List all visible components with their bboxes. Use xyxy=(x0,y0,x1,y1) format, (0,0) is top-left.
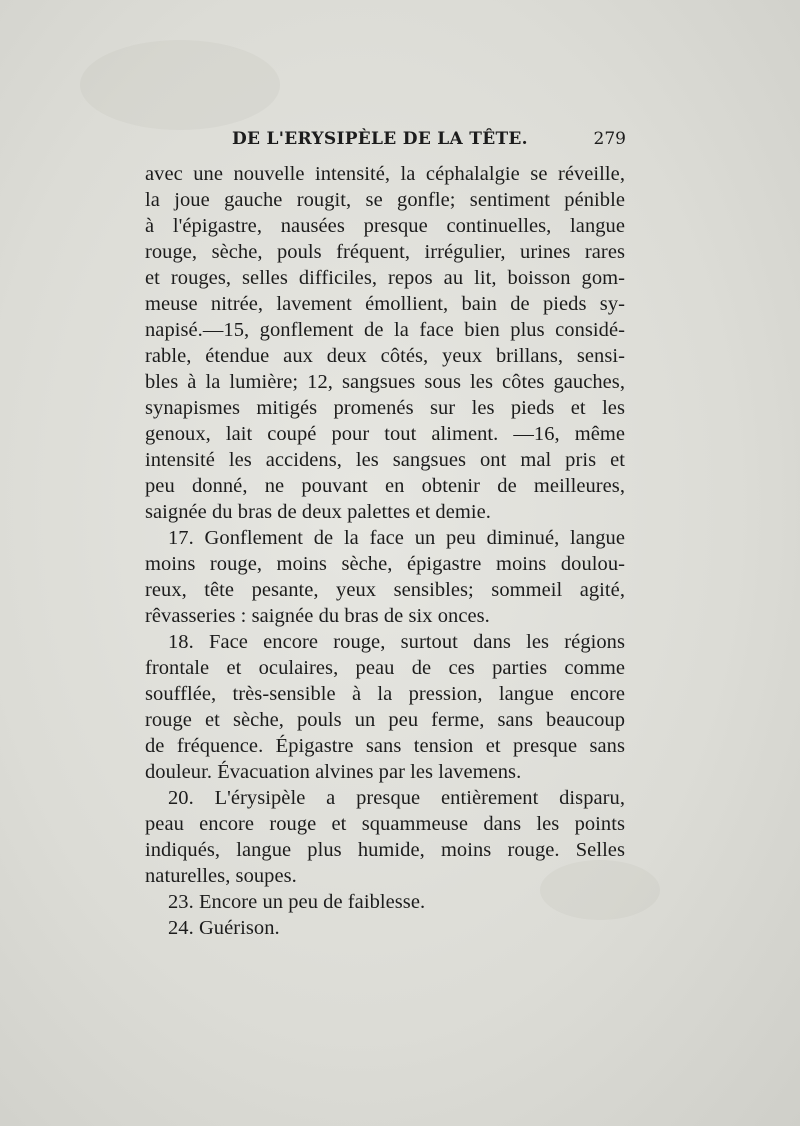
text-line: naturelles, soupes. xyxy=(145,865,297,887)
text-line: moins rouge, moins sèche, épigastre moins doulou- xyxy=(145,553,625,575)
page-number: 279 xyxy=(593,129,626,149)
text-line: napisé.—15, gonflement de la face bien plus considé- xyxy=(145,319,625,341)
running-head: DE L'ERYSIPÈLE DE LA TÊTE. xyxy=(232,129,528,149)
text-line: de fréquence. Épigastre sans tension et presque sans xyxy=(145,735,625,757)
text-line: soufflée, très-sensible à la pression, langue encore xyxy=(145,683,625,705)
text-line: intensité les accidens, les sangsues ont mal pris et xyxy=(145,449,625,471)
text-line: 17. Gonflement de la face un peu diminué, langue xyxy=(168,527,625,549)
text-line: frontale et oculaires, peau de ces parties comme xyxy=(145,657,625,679)
text-line: peu donné, ne pouvant en obtenir de meilleures, xyxy=(145,475,625,497)
text-line: 20. L'érysipèle a presque entièrement disparu, xyxy=(168,787,625,809)
text-line: reux, tête pesante, yeux sensibles; sommeil agité, xyxy=(145,579,625,601)
text-line: à l'épigastre, nausées presque continuelles, langue xyxy=(145,215,625,237)
text-line: peau encore rouge et squammeuse dans les points xyxy=(145,813,625,835)
text-line: genoux, lait coupé pour tout aliment. —16, même xyxy=(145,423,625,445)
text-line: indiqués, langue plus humide, moins rouge. Selles xyxy=(145,839,625,861)
text-line: meuse nitrée, lavement émollient, bain de pieds sy- xyxy=(145,293,625,315)
text-line: rouge, sèche, pouls fréquent, irrégulier, urines rares xyxy=(145,241,625,263)
text-line: bles à la lumière; 12, sangsues sous les côtes gauches, xyxy=(145,371,625,393)
text-line: et rouges, selles difficiles, repos au lit, boisson gom- xyxy=(145,267,625,289)
text-line: synapismes mitigés promenés sur les pieds et les xyxy=(145,397,625,419)
text-line: rêvasseries : saignée du bras de six onces. xyxy=(145,605,490,627)
text-line: 23. Encore un peu de faiblesse. xyxy=(168,891,426,913)
text-line: avec une nouvelle intensité, la céphalalgie se réveille, xyxy=(145,163,625,185)
text-line: saignée du bras de deux palettes et demie. xyxy=(145,501,491,523)
page-header xyxy=(232,127,626,157)
text-line: 18. Face encore rouge, surtout dans les régions xyxy=(168,631,625,653)
body-text xyxy=(145,161,625,941)
text-line: rouge et sèche, pouls un peu ferme, sans beaucoup xyxy=(145,709,625,731)
text-line: douleur. Évacuation alvines par les lavemens. xyxy=(145,761,522,783)
paper-stain xyxy=(80,40,280,130)
text-line: 24. Guérison. xyxy=(168,917,280,939)
text-line: rable, étendue aux deux côtés, yeux brillans, sensi- xyxy=(145,345,625,367)
text-line: la joue gauche rougit, se gonfle; sentiment pénible xyxy=(145,189,625,211)
